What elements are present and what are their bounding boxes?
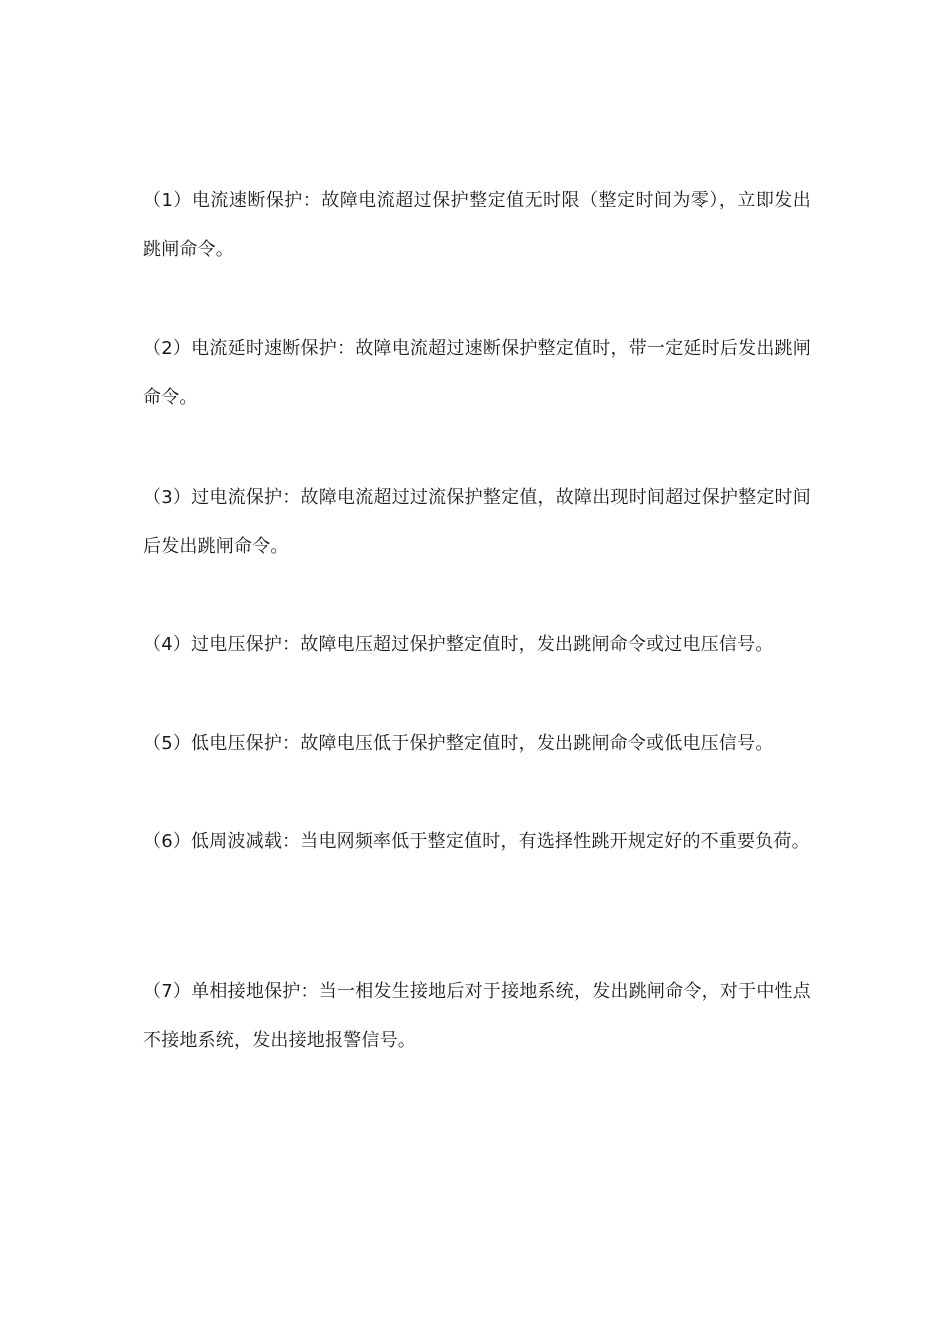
paragraph-current-instantaneous-protection: （1）电流速断保护：故障电流超过保护整定值无时限（整定时间为零），立即发出跳闸命令。 [143,190,811,260]
paragraph-underfrequency-load-shedding: （6）低周波减载：当电网频率低于整定值时，有选择性跳开规定好的不重要负荷。 [143,831,810,852]
paragraph-overvoltage-protection: （4）过电压保护：故障电压超过保护整定值时，发出跳闸命令或过电压信号。 [143,634,774,655]
paragraph-single-phase-ground-protection: （7）单相接地保护：当一相发生接地后对于接地系统，发出跳闸命令，对于中性点不接地系统，发出接地报警信号。 [143,981,811,1051]
paragraph-overcurrent-protection: （3）过电流保护：故障电流超过过流保护整定值，故障出现时间超过保护整定时间后发出跳闸命令。 [143,487,811,557]
paragraph-undervoltage-protection: （5）低电压保护：故障电压低于保护整定值时，发出跳闸命令或低电压信号。 [143,733,774,754]
paragraph-current-delayed-instantaneous-protection: （2）电流延时速断保护：故障电流超过速断保护整定值时，带一定延时后发出跳闸命令。 [143,338,811,408]
